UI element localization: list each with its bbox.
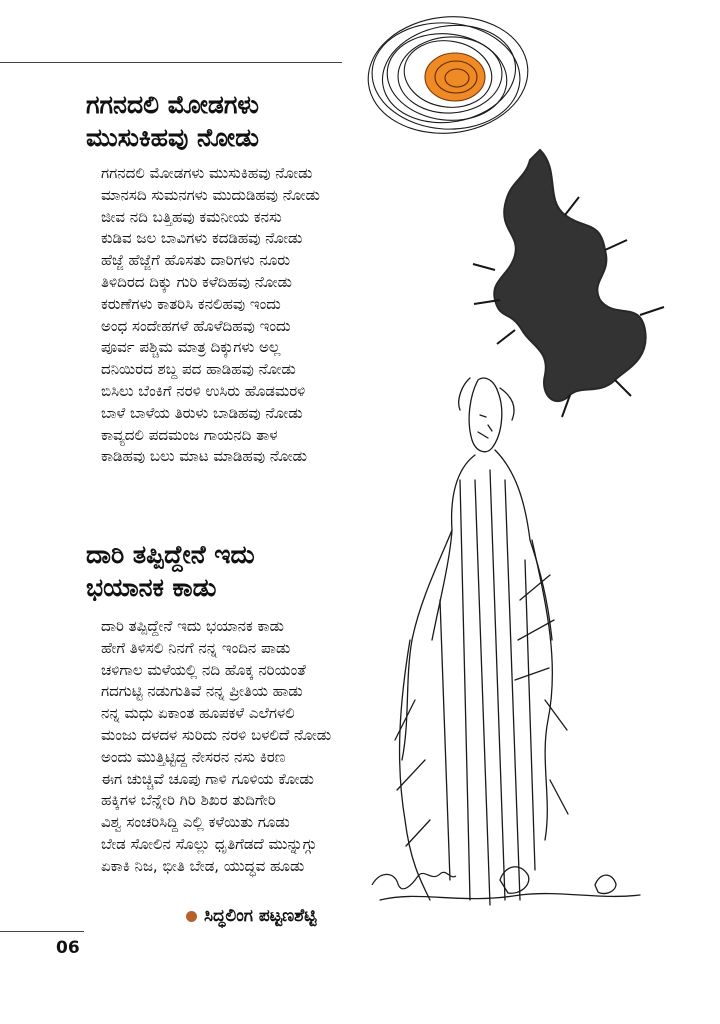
poem-line: ಗಗನದಲಿ ಮೋಡಗಳು ಮುಸುಕಿಹವು ನೋಡು — [101, 164, 313, 182]
figure-sketch-icon — [380, 378, 640, 905]
poem1-title-line: ಮುಸುಕಿಹವು ನೋಡು — [86, 123, 259, 152]
poem2-title — [86, 538, 255, 604]
poem-line: ಪೂರ್ವ ಪಶ್ಚಿಮ ಮಾತ್ರ ದಿಕ್ಕುಗಳು ಅಲ್ಲ — [101, 338, 281, 357]
poem-line: ಮಂಜು ದಳದಳ ಸುರಿದು ನರಳಿ ಬಳಲಿದೆ ನೋಡು — [101, 725, 332, 744]
bullet-icon — [186, 911, 197, 922]
poem-line: ಏಕಾಕಿ ನಿಜ, ಭೀತಿ ಬೇಡ, ಯುದ್ಧವ ಹೂಡು — [101, 856, 305, 875]
poem2-stanza — [101, 616, 331, 878]
poem-line: ಈಗ ಚುಚ್ಚಿವೆ ಚೂಪು ಗಾಳಿ ಗೂಳಿಯ ಕೋಡು — [101, 769, 314, 788]
poem-line: ಕಾಡಿಹವು ಬಲು ಮಾಟ ಮಾಡಿಹವು ನೋಡು — [101, 447, 307, 466]
artist-signature-icon — [372, 872, 456, 889]
poem-line: ನನ್ನ ಮಧು ಏಕಾಂತ ಹೂಪಕಳೆ ಎಲೆಗಳಲಿ — [101, 704, 295, 723]
poem1-title-line: ಗಗನದಲಿ ಮೋಡಗಳು — [86, 90, 259, 119]
poem-line: ಕಾವ್ಯದಲಿ ಪದಮಂಜ ಗಾಯನದಿ ತಾಳ — [101, 425, 278, 444]
poem1-stanza — [101, 163, 320, 468]
author-name: ಸಿದ್ಧಲಿಂಗ ಪಟ್ಟಣಶೆಟ್ಟಿ — [204, 906, 317, 926]
poem-line: ದನಿಯಿರದ ಶಬ್ದ ಪದ ಹಾಡಿಹವು ನೋಡು — [101, 360, 296, 379]
poem2-title-line: ಭಯಾನಕ ಕಾಡು — [86, 573, 217, 602]
illustration — [340, 10, 720, 940]
author-credit — [186, 906, 316, 926]
poem-line: ಹಕ್ಕಿಗಳ ಬೆನ್ನೇರಿ ಗಿರಿ ಶಿಖರ ತುದಿಗೇರಿ — [101, 791, 276, 810]
top-rule — [0, 62, 342, 63]
dark-cloud-icon — [473, 150, 664, 417]
poem-line: ಬೇಡ ಸೋಲಿನ ಸೊಲ್ಲು ಧೃತಿಗೆಡದೆ ಮುನ್ನುಗ್ಗು — [101, 834, 317, 853]
poem-line: ಜೀವ ನದಿ ಬತ್ತಿಹವು ಕಮನೀಯ ಕನಸು — [101, 207, 282, 226]
poem-line: ಗದಗುಟ್ಟಿ ನಡುಗುತಿವೆ ನನ್ನ ಪ್ರೀತಿಯ ಹಾಡು — [101, 682, 303, 701]
bottom-rule — [0, 931, 84, 932]
poem1-title — [86, 88, 259, 154]
poem-line: ವಿಶ್ವ ಸಂಚರಿಸಿದ್ದಿ ಎಲ್ಲಿ ಕಳೆಯಿತು ಗೂಡು — [101, 813, 290, 832]
poem-line: ತಿಳಿದಿರದ ದಿಕ್ಕು ಗುರಿ ಕಳೆದಿಹವು ನೋಡು — [101, 272, 292, 291]
poem-line: ಕರುಣೆಗಳು ಕಾತರಿಸಿ ಕನಲಿಹವು ಇಂದು — [101, 294, 281, 313]
page-number: 06 — [56, 938, 80, 958]
poem-line: ಚಳಿಗಾಲ ಮಳೆಯಲ್ಲಿ ನದಿ ಹೊಕ್ಕ ನರಿಯಂತೆ — [101, 660, 306, 679]
poem-line: ಹೆಜ್ಜೆ ಹೆಜ್ಜೆಗೆ ಹೊಸತು ದಾರಿಗಳು ನೂರು — [101, 251, 290, 270]
poem-line: ದಾರಿ ತಪ್ಪಿದ್ದೇನೆ ಇದು ಭಯಾನಕ ಕಾಡು — [101, 617, 284, 635]
sun-sketch-icon — [362, 10, 533, 141]
poem-line: ಅಂದು ಮುತ್ತಿಟ್ಟಿದ್ದ ನೇಸರನ ನಸು ಕಿರಣ — [101, 747, 286, 766]
poem-line: ಹೇಗೆ ತಿಳಿಸಲಿ ನಿನಗೆ ನನ್ನ ಇಂದಿನ ಪಾಡು — [101, 638, 291, 657]
poem-line: ಮಾನಸದಿ ಸುಮನಗಳು ಮುದುಡಿಹವು ನೋಡು — [101, 185, 320, 204]
poem2-title-line: ದಾರಿ ತಪ್ಪಿದ್ದೇನೆ ಇದು — [86, 540, 255, 569]
poem-line: ಬಾಳೆ ಬಾಳೆಯ ತಿರುಳು ಬಾಡಿಹವು ನೋಡು — [101, 403, 303, 422]
poem-line: ಬಿಸಿಲು ಬೆಂಕಿಗೆ ನರಳಿ ಉಸಿರು ಹೊಡಮರಳಿ — [101, 381, 306, 400]
poem-line: ಕುಡಿವ ಜಲ ಬಾವಿಗಳು ಕದಡಿಹವು ನೋಡು — [101, 229, 303, 248]
poem-line: ಅಂಧ ಸಂದೇಹಗಳೆ ಹೊಳೆದಿಹವು ಇಂದು — [101, 316, 291, 335]
